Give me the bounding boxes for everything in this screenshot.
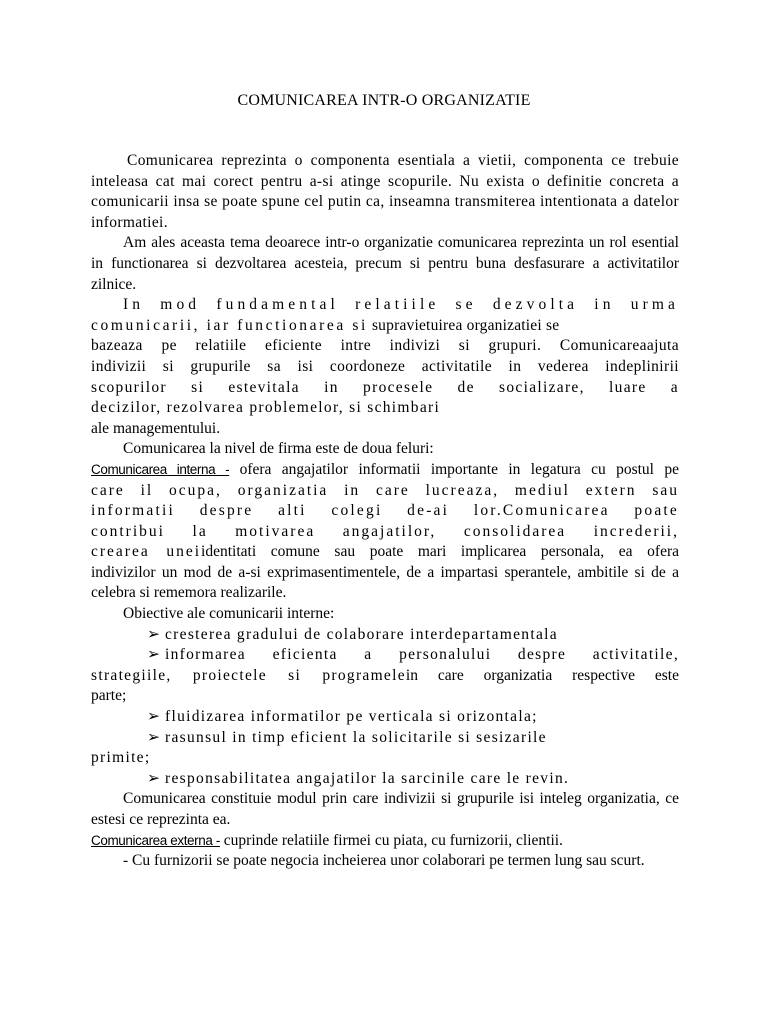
arrow-bullet-icon: ➢ [147,646,162,664]
paragraph-relations-line-6: decizilor, rezolvarea problemelor, si schimbari [91,399,441,417]
objective-item-3 [91,707,679,728]
internal-communication-label: Comunicarea interna - [91,461,230,477]
paragraph-relations-line-4: indivizii si grupurile sa isi coordoneze activitatile in vederea indeplinirii [91,357,679,375]
internal-rest: indivizilor un mod de a-si exprimasentimentele, de a impartasi sperantele, ambitile si de a celebra si rememora realizarile. [91,563,679,602]
arrow-bullet-icon: ➢ [147,625,162,643]
objective-item-3-text: fluidizarea informatilor pe verticala si orizontala; [165,708,538,726]
objective-item-2-line-2 [91,666,679,687]
paragraph-types: Comunicarea la nivel de firma este de doua feluri: [123,440,434,458]
paragraph-relations-line-7: ale managementului. [91,419,221,437]
objective-item-2 [91,645,679,666]
arrow-bullet-icon: ➢ [147,728,162,746]
objective-item-2-line-1: informarea eficienta a personalului despre activitatile, [165,646,679,664]
objective-item-2-line-2b: in care organizatia respective este [405,666,679,684]
objective-item-1 [91,625,679,646]
objective-item-4-line-1: rasunsul in timp eficient la solicitarile si sesizarile [165,728,547,746]
paragraph-relations-line-5: scopurilor si estevitala in procesele de socializare, luare a [91,378,679,396]
document-body [91,151,679,872]
internal-line-1 [91,460,679,481]
paragraph-relations-line-1: In mod fundamental relatiile se dezvolta in urma [123,296,679,314]
arrow-bullet-icon: ➢ [147,769,162,787]
paragraph-intro [91,151,679,233]
objective-item-4 [91,728,679,749]
external-communication-label: Comunicarea externa - [91,832,220,848]
paragraph-suppliers: - Cu furnizorii se poate negocia incheierea unor colaborari pe termen lung sau scurt. [123,852,645,870]
paragraph-relations-line-3: bazeaza pe relatiile eficiente intre indivizi si grupuri. Comunicareaajuta [91,337,679,355]
internal-line-5b: identitati comune sau poate mari implicarea personala, ea ofera [201,543,679,561]
paragraph-intro-text: Comunicarea reprezinta o componenta esentiala a vietii, componenta ce trebuie inteleasa cat mai corect pentru a-si atinge scopurile. Nu exista o definitie concreta a comunicarii insa se poate spune cel putin ca, inseamna transmiterea intentionata a datelor informatiei. [91,152,679,231]
objective-item-2-line-3: parte; [91,687,127,705]
objective-item-1-text: cresterea gradului de colaborare interdepartamentala [165,625,558,643]
relations-line-2b: supravietuirea organizatiei se [371,316,560,334]
objective-item-5-text: responsabilitatea angajatilor la sarcinile care le revin. [165,769,570,787]
paragraph-relations-line-2 [91,316,679,337]
internal-line-1-text: ofera angajatilor informatii importante in legatura cu postul pe [239,460,679,478]
objectives-title: Obiective ale comunicarii interne: [123,605,335,623]
arrow-bullet-icon: ➢ [147,708,162,726]
objective-item-4-line-2: primite; [91,749,151,767]
internal-line-5 [91,542,679,563]
document-title: COMUNICAREA INTR-O ORGANIZATIE [237,92,531,109]
internal-line-3: informatii despre alti colegi de-ai lor.Comunicarea poate [91,502,679,520]
internal-line-5a: crearea unei [91,543,202,561]
internal-line-2: care il ocupa, organizatia in care lucreaza, mediul extern sau [91,481,679,499]
internal-line-4: contribui la motivarea angajatilor, consolidarea increderii, [91,522,679,540]
relations-line-2a: comunicarii, iar functionarea si [91,316,368,334]
objective-item-2-line-2a: strategiile, proiectele si programele [91,666,406,684]
external-line [91,831,679,852]
external-text: cuprinde relatiile firmei cu piata, cu furnizorii, clientii. [223,831,563,849]
paragraph-theme: Am ales aceasta tema deoarece intr-o organizatie comunicarea reprezinta un rol esential in functionarea si dezvoltarea acesteia, precum si pentru buna desfasurare a activitatilor zilnice. [91,234,679,293]
paragraph-constitutes: Comunicarea constituie modul prin care indivizii si grupurile isi inteleg organizatia, ce estesi ce reprezinta ea. [91,790,679,828]
objective-item-5 [91,769,679,790]
